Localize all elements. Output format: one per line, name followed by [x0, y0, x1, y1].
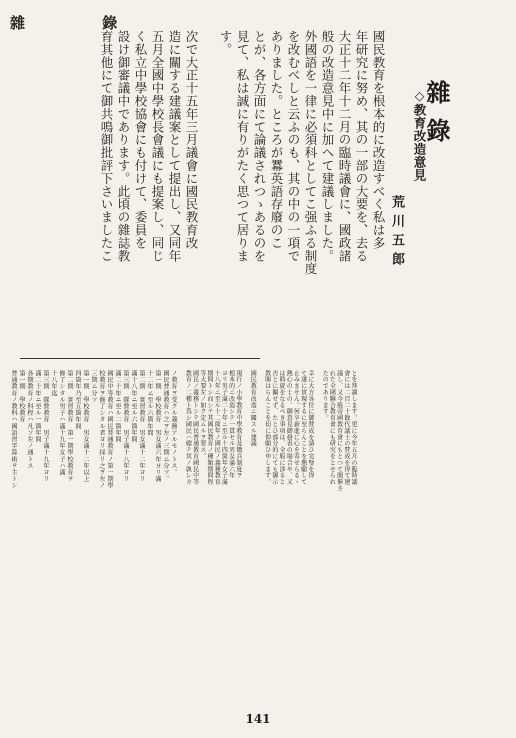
- text-column: 滿二十年ニ至ル二箇年間: [114, 370, 121, 443]
- text-column: 期間トシ而シテ其國民教育ノ種類期間程: [206, 370, 213, 486]
- text-column: 國民普通教育ハ之ヲ左ノ三期ニ分ツ。: [162, 370, 169, 483]
- text-column: 育其他にて御共鳴御批評下さいましたこ: [99, 30, 114, 263]
- text-column: す。: [218, 30, 233, 56]
- text-column: 普通教育ノ教科ハ國語習字算術ヲ主トシ: [10, 370, 17, 489]
- text-column: ありました。ところが羃英語存廢のこ: [269, 30, 284, 250]
- text-column: 滿二十年ニ至ル一箇年間: [34, 370, 41, 443]
- text-column: 第一期 學校教育 男女滿十二年以上: [82, 370, 89, 483]
- text-column: 現行ノ小學教育中學教育及徵兵制度ヲ: [234, 370, 242, 479]
- text-column: く私立中學校協會にも付けて、委員を: [133, 30, 148, 250]
- text-column: とが、各方面にて論議されつゝあるのを: [252, 30, 267, 263]
- text-column: は斡旋をなるべき事項は、全般に渉ると: [278, 370, 285, 486]
- text-column: 外國語を一律に必須科としてこ强ふる制度: [303, 30, 318, 276]
- text-column: 十二年ニ至ル六箇年間: [146, 370, 153, 436]
- text-column: 會には二百二十餘代議士の賛成を得て建: [342, 370, 350, 486]
- text-column: [256, 370, 263, 690]
- text-column: 三期ニ分ツ: [90, 370, 97, 403]
- text-column: て遂に實現するに至らんことを懇願して: [299, 370, 307, 486]
- text-column: 議し、又今般帝國教育會にもとつて開催さ: [335, 370, 343, 492]
- text-column: 各期教育ノ科程ハ凡ソ左ノ通トス: [26, 370, 33, 469]
- text-column: 否とに關せず、たとひ部分的にても御示: [270, 370, 278, 486]
- text-column: 國民教育改造ニ關スル建議: [249, 370, 257, 447]
- text-column: 止みません。何卒新進に心を寄せらるゝ: [292, 370, 300, 486]
- text-column: 四箇年乃至五箇年間: [74, 370, 81, 430]
- text-column: 十八年ニ至ル十二箇年ノ國民ノ義務教育: [213, 370, 221, 486]
- text-column: 第一期 學校教育 男女滿六年ヨリ滿: [154, 370, 161, 483]
- page-number: 141: [245, 712, 271, 726]
- text-column: 第三期 隊營教育 男子滿十八年ヨリ: [122, 370, 129, 483]
- text-column: 國民教育を根本的に改造すべく私は多: [371, 30, 386, 250]
- text-column: 校教育ヲ修了シタル者ヨリ採リ之ヲ左ノ: [98, 370, 105, 489]
- running-header: 雜 錄: [10, 14, 154, 32]
- text-column: 大正十二年十二月の臨時議會に、國政諸: [337, 30, 352, 263]
- text-column: たのであります。: [321, 370, 329, 422]
- text-column: 年研究に努め、其の一部の大要を、去る: [354, 30, 369, 263]
- text-column: 般の改造意見中に加へて建議しました。: [320, 30, 335, 263]
- text-column: 根本的ニ改造シテ一貫セル男女滿六年: [227, 370, 235, 479]
- text-column: 第三期 隊營教育 男子滿十九年ヨリ: [42, 370, 49, 483]
- text-column: 十八年迄: [50, 370, 57, 397]
- text-column: を改むべしと云ふのも、其の中の一項で: [286, 30, 301, 263]
- text-column: 第一期 學校教育: [18, 370, 25, 423]
- text-column: [241, 370, 248, 690]
- text-column: ノ教育ヲ受クル義務アルモノトス。: [170, 370, 177, 476]
- text-column: 五月全國中學校長會議にも提案し、同じ: [150, 30, 165, 263]
- text-column: 第二期 實習教育 男女滿十二年ヨリ: [138, 370, 145, 483]
- author-name: 荒川五郎: [389, 195, 404, 271]
- section-title: 雜錄: [422, 80, 451, 156]
- text-column: とを拜謝します。更に今年五月の臨時議: [350, 370, 357, 486]
- text-column: 滿十八年ニ至ル六箇年間: [130, 370, 137, 443]
- text-column: 教賜はらんことを切に仰願ひ申します。: [263, 370, 271, 486]
- article-subtitle: ◇教育改造意見: [412, 88, 427, 182]
- text-column: 第二期 實習教育 第一期學校教育ヲ: [66, 370, 73, 483]
- text-column: 設け御審議中であります。此頃の雜誌教: [116, 30, 131, 263]
- text-column: れた全國聯合教育會にも研究をとせられ: [328, 370, 336, 486]
- column-divider: [20, 358, 260, 359]
- text-column: 熱心の士の、御意見御發表の場合や、又: [285, 370, 293, 486]
- text-column: 造に關する建議案として提出し、又同年: [167, 30, 182, 263]
- text-column: ヨリ男子滿二十年ニ至ル十四箇年女子滿: [220, 370, 228, 486]
- text-column: 幸に大方各位に御賛成を請ひ完璧を得: [306, 370, 314, 479]
- text-column: 國民中等教育ハ國民普通教育ノ第一期學: [106, 370, 113, 489]
- text-column: 等大要左ノ如ク定ムルヲ要ス。: [198, 370, 206, 460]
- text-column: 次で大正十五年三月議會に國民教育改: [184, 30, 199, 250]
- text-column: [313, 370, 320, 690]
- text-column: 教育ノ二種ト爲シ國民ハ總テ其ノ孰レカ: [184, 370, 192, 486]
- text-column: 見て、私は誠に有りがたく思つて居りま: [235, 30, 250, 263]
- text-column: 國民ノ義務トシテ國民普通教育國民中等: [191, 370, 199, 486]
- text-column: [199, 30, 214, 330]
- text-column: 修了シタル男子ハ滿十九年女子ハ滿: [58, 370, 65, 476]
